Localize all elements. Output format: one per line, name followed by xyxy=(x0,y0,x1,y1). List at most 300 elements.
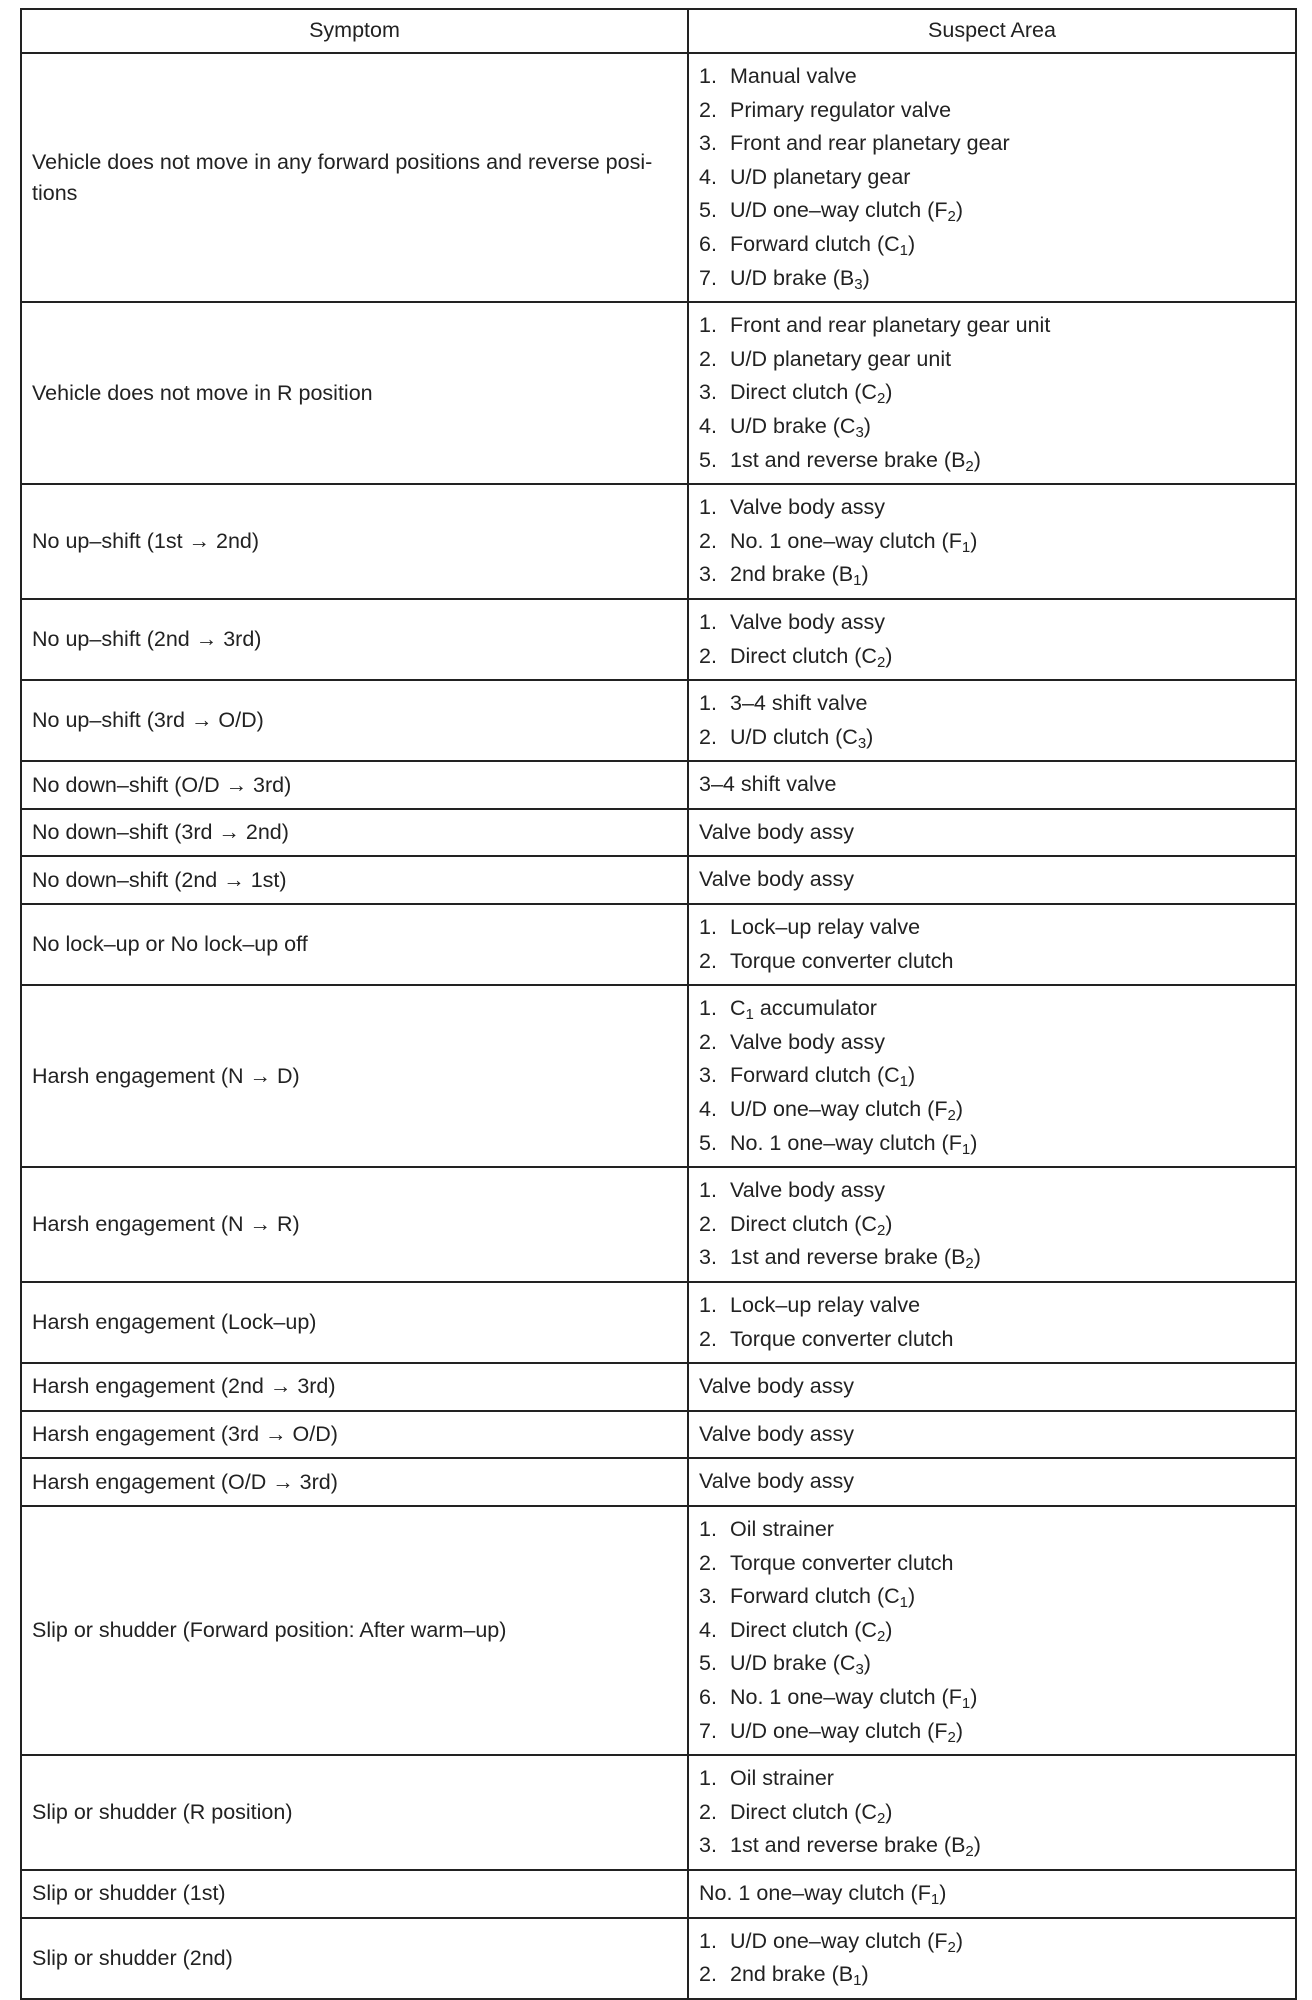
item-text xyxy=(730,343,951,377)
item-suffix: ) xyxy=(955,1718,963,1743)
item-number: 5. xyxy=(699,1130,717,1155)
item-number: 3. xyxy=(699,562,717,587)
item-text xyxy=(699,1370,854,1404)
item-label: Valve body assy xyxy=(699,819,854,844)
item-label: Valve body assy xyxy=(730,1178,885,1203)
item-label: Forward clutch (C xyxy=(730,1584,900,1609)
item-text xyxy=(730,1547,953,1581)
item-label: 2nd brake (B xyxy=(730,1962,854,1987)
symptom-cell: No down–shift (O/D → 3rd) xyxy=(21,761,688,809)
table-row xyxy=(21,761,1296,809)
item-number: 2. xyxy=(699,643,717,668)
symptom-cell: No up–shift (2nd → 3rd) xyxy=(21,599,688,680)
header-row xyxy=(21,9,1296,53)
item-label: Valve body assy xyxy=(699,867,854,892)
item-label: U/D one–way clutch (F xyxy=(730,1097,948,1122)
item-subscript: 2 xyxy=(965,1843,974,1861)
item-suffix: ) xyxy=(861,562,869,587)
item-number: 6. xyxy=(699,1684,717,1709)
item-text xyxy=(730,1958,869,1992)
item-label: U/D one–way clutch (F xyxy=(730,1928,948,1953)
symptom-cell: Slip or shudder (2nd) xyxy=(21,1918,688,1999)
suspect-area-item xyxy=(699,194,1285,228)
table-row xyxy=(21,680,1296,761)
item-number: 2. xyxy=(699,1799,717,1824)
item-text xyxy=(730,228,915,262)
symptom-cell: Vehicle does not move in any forward positions and reverse posi- tions xyxy=(21,53,688,302)
item-suffix: ) xyxy=(955,1097,963,1122)
item-text xyxy=(730,558,869,592)
item-number: 1. xyxy=(699,1766,717,1791)
item-subscript: 2 xyxy=(876,1809,886,1827)
suspect-area-cell xyxy=(688,1363,1296,1411)
header-suspect-area: Suspect Area xyxy=(688,9,1296,53)
item-text xyxy=(730,1762,834,1796)
item-suffix: ) xyxy=(885,1211,893,1236)
table-row xyxy=(21,599,1296,680)
suspect-area-item xyxy=(699,1418,1285,1452)
item-subscript: 1 xyxy=(930,1890,940,1908)
suspect-area-item xyxy=(699,1370,1285,1404)
item-suffix: ) xyxy=(973,1833,981,1858)
item-number: 1. xyxy=(699,1928,717,1953)
item-text xyxy=(730,444,981,478)
suspect-area-item xyxy=(699,1241,1285,1275)
item-subscript: 1 xyxy=(961,1140,971,1158)
suspect-area-item xyxy=(699,94,1285,128)
item-text xyxy=(730,1925,963,1959)
suspect-area-item xyxy=(699,1208,1285,1242)
suspect-area-list xyxy=(699,1370,1285,1404)
item-suffix: accumulator xyxy=(753,996,877,1021)
suspect-area-item xyxy=(699,1513,1285,1547)
suspect-area-item xyxy=(699,1877,1285,1911)
item-label: Lock–up relay valve xyxy=(730,915,921,940)
item-label: No. 1 one–way clutch (F xyxy=(699,1880,931,1905)
table-row xyxy=(21,1458,1296,1506)
item-label: Valve body assy xyxy=(730,1029,885,1054)
table-row xyxy=(21,53,1296,302)
item-text xyxy=(730,1323,953,1357)
item-label: Direct clutch (C xyxy=(730,380,877,405)
item-label: Oil strainer xyxy=(730,1516,834,1541)
table-row xyxy=(21,484,1296,599)
symptom-cell: Slip or shudder (R position) xyxy=(21,1755,688,1870)
suspect-area-item xyxy=(699,309,1285,343)
table-row xyxy=(21,1282,1296,1363)
suspect-area-list xyxy=(699,911,1285,978)
item-text xyxy=(730,945,953,979)
suspect-area-cell xyxy=(688,1167,1296,1282)
item-text xyxy=(699,768,836,802)
item-number: 4. xyxy=(699,413,717,438)
suspect-area-cell xyxy=(688,856,1296,904)
symptom-cell: Slip or shudder (Forward position: After warm–up) xyxy=(21,1506,688,1755)
item-number: 3. xyxy=(699,380,717,405)
symptom-cell: No up–shift (3rd → O/D) xyxy=(21,680,688,761)
suspect-area-item xyxy=(699,1958,1285,1992)
suspect-area-item xyxy=(699,558,1285,592)
suspect-area-item xyxy=(699,911,1285,945)
item-text xyxy=(730,309,1050,343)
item-suffix: ) xyxy=(908,231,916,256)
item-text xyxy=(730,1513,834,1547)
item-text xyxy=(730,262,870,296)
item-text xyxy=(730,721,873,755)
item-label: U/D clutch (C xyxy=(730,724,858,749)
item-label: 2nd brake (B xyxy=(730,562,854,587)
item-number: 2. xyxy=(699,1029,717,1054)
item-text xyxy=(730,376,892,410)
item-number: 1. xyxy=(699,915,717,940)
suspect-area-list xyxy=(699,992,1285,1160)
suspect-area-cell xyxy=(688,1755,1296,1870)
item-label: C xyxy=(730,996,746,1021)
item-subscript: 1 xyxy=(899,1073,908,1091)
item-number: 2. xyxy=(699,1211,717,1236)
suspect-area-item xyxy=(699,262,1285,296)
item-suffix: ) xyxy=(908,1584,916,1609)
suspect-area-cell xyxy=(688,302,1296,484)
symptom-cell: Harsh engagement (2nd → 3rd) xyxy=(21,1363,688,1411)
item-label: Front and rear planetary gear xyxy=(730,131,1010,156)
item-suffix: ) xyxy=(970,1684,978,1709)
suspect-area-item xyxy=(699,60,1285,94)
item-text xyxy=(730,1715,963,1749)
item-label: Valve body assy xyxy=(699,1469,854,1494)
suspect-area-item xyxy=(699,1093,1285,1127)
item-label: 1st and reverse brake (B xyxy=(730,1833,966,1858)
item-suffix: ) xyxy=(973,1245,981,1270)
item-suffix: ) xyxy=(885,1799,893,1824)
item-number: 7. xyxy=(699,265,717,290)
suspect-area-list xyxy=(699,1289,1285,1356)
item-suffix: ) xyxy=(885,380,893,405)
suspect-area-item xyxy=(699,343,1285,377)
suspect-area-cell xyxy=(688,1506,1296,1755)
suspect-area-item xyxy=(699,1289,1285,1323)
item-text xyxy=(730,94,951,128)
item-number: 4. xyxy=(699,164,717,189)
item-subscript: 2 xyxy=(947,208,956,226)
item-label: Valve body assy xyxy=(699,1421,854,1446)
suspect-area-item xyxy=(699,525,1285,559)
item-label: Valve body assy xyxy=(699,1374,854,1399)
suspect-area-item xyxy=(699,444,1285,478)
item-label: No. 1 one–way clutch (F xyxy=(730,1130,962,1155)
item-subscript: 2 xyxy=(876,1221,886,1239)
item-text xyxy=(730,194,963,228)
suspect-area-list xyxy=(699,1465,1285,1499)
item-number: 1. xyxy=(699,691,717,716)
item-label: U/D planetary gear unit xyxy=(730,346,952,371)
item-text xyxy=(730,1681,977,1715)
suspect-area-list xyxy=(699,1877,1285,1911)
item-number: 2. xyxy=(699,528,717,553)
item-text xyxy=(730,491,885,525)
item-text xyxy=(730,525,977,559)
item-label: 3–4 shift valve xyxy=(699,772,837,797)
item-text xyxy=(730,1174,885,1208)
suspect-area-item xyxy=(699,1925,1285,1959)
item-text xyxy=(699,1877,946,1911)
item-suffix: ) xyxy=(861,1962,869,1987)
suspect-area-cell xyxy=(688,761,1296,809)
suspect-area-list xyxy=(699,491,1285,592)
item-number: 2. xyxy=(699,1326,717,1351)
item-label: Lock–up relay valve xyxy=(730,1293,921,1317)
item-number: 3. xyxy=(699,1833,717,1858)
item-text xyxy=(699,863,854,897)
suspect-area-item xyxy=(699,721,1285,755)
item-number: 2. xyxy=(699,97,717,122)
item-subscript: 2 xyxy=(965,1255,974,1273)
item-suffix: ) xyxy=(862,265,870,290)
item-label: Torque converter clutch xyxy=(730,948,954,973)
symptom-cell: Vehicle does not move in R position xyxy=(21,302,688,484)
suspect-area-item xyxy=(699,687,1285,721)
item-number: 5. xyxy=(699,1651,717,1676)
item-text xyxy=(730,606,885,640)
suspect-area-item xyxy=(699,1796,1285,1830)
item-number: 4. xyxy=(699,1097,717,1122)
item-label: Direct clutch (C xyxy=(730,1799,877,1824)
suspect-area-item xyxy=(699,410,1285,444)
item-suffix: ) xyxy=(885,643,893,668)
item-text xyxy=(730,1647,871,1681)
suspect-area-list xyxy=(699,863,1285,897)
table-row xyxy=(21,1755,1296,1870)
item-text xyxy=(730,992,877,1026)
item-suffix: ) xyxy=(970,528,978,553)
suspect-area-item xyxy=(699,606,1285,640)
item-text xyxy=(730,1026,885,1060)
item-suffix: ) xyxy=(955,198,963,223)
item-number: 3. xyxy=(699,131,717,156)
item-number: 1. xyxy=(699,313,717,338)
suspect-area-item xyxy=(699,1715,1285,1749)
suspect-area-cell xyxy=(688,484,1296,599)
suspect-area-item xyxy=(699,1681,1285,1715)
item-number: 5. xyxy=(699,198,717,223)
suspect-area-cell xyxy=(688,1870,1296,1918)
item-number: 1. xyxy=(699,64,717,88)
item-label: Manual valve xyxy=(730,64,857,88)
symptom-cell: Slip or shudder (1st) xyxy=(21,1870,688,1918)
item-label: Forward clutch (C xyxy=(730,231,900,256)
item-number: 1. xyxy=(699,996,717,1021)
suspect-area-list xyxy=(699,309,1285,477)
symptom-cell: Harsh engagement (N → D) xyxy=(21,985,688,1167)
item-text xyxy=(730,1289,920,1323)
symptom-cell: Harsh engagement (Lock–up) xyxy=(21,1282,688,1363)
suspect-area-cell xyxy=(688,680,1296,761)
item-number: 1. xyxy=(699,609,717,634)
item-label: Direct clutch (C xyxy=(730,1211,877,1236)
item-text xyxy=(730,1059,915,1093)
suspect-area-item xyxy=(699,992,1285,1026)
item-text xyxy=(730,1614,892,1648)
suspect-area-item xyxy=(699,1174,1285,1208)
suspect-area-list xyxy=(699,687,1285,754)
suspect-area-item xyxy=(699,161,1285,195)
item-number: 6. xyxy=(699,231,717,256)
table-row xyxy=(21,985,1296,1167)
table-row xyxy=(21,1167,1296,1282)
item-suffix: ) xyxy=(863,413,871,438)
item-number: 2. xyxy=(699,346,717,371)
suspect-area-list xyxy=(699,768,1285,802)
item-label: No. 1 one–way clutch (F xyxy=(730,528,962,553)
suspect-area-item xyxy=(699,1547,1285,1581)
item-subscript: 1 xyxy=(961,1694,971,1712)
table-row xyxy=(21,904,1296,985)
item-subscript: 1 xyxy=(853,572,862,590)
item-label: 1st and reverse brake (B xyxy=(730,447,966,472)
item-number: 2. xyxy=(699,948,717,973)
item-subscript: 2 xyxy=(876,1627,886,1645)
item-suffix: ) xyxy=(973,447,981,472)
item-text xyxy=(730,1093,963,1127)
suspect-area-item xyxy=(699,1465,1285,1499)
suspect-area-item xyxy=(699,816,1285,850)
item-subscript: 1 xyxy=(961,538,971,556)
suspect-area-cell xyxy=(688,985,1296,1167)
item-subscript: 1 xyxy=(899,241,908,259)
suspect-area-item xyxy=(699,1059,1285,1093)
symptom-table xyxy=(20,8,1297,2000)
symptom-cell: No down–shift (3rd → 2nd) xyxy=(21,809,688,857)
item-subscript: 2 xyxy=(947,1938,956,1956)
item-number: 2. xyxy=(699,724,717,749)
item-label: Torque converter clutch xyxy=(730,1326,954,1351)
suspect-area-item xyxy=(699,1647,1285,1681)
item-suffix: ) xyxy=(970,1130,978,1155)
table-row xyxy=(21,1870,1296,1918)
item-subscript: 1 xyxy=(745,1006,754,1024)
item-text xyxy=(730,1241,981,1275)
item-number: 4. xyxy=(699,1617,717,1642)
item-subscript: 3 xyxy=(855,1661,864,1679)
suspect-area-item xyxy=(699,1762,1285,1796)
item-text xyxy=(730,410,871,444)
suspect-area-item xyxy=(699,1026,1285,1060)
item-label: Valve body assy xyxy=(730,495,885,520)
suspect-area-item xyxy=(699,863,1285,897)
item-text xyxy=(730,161,910,195)
item-text xyxy=(730,1127,977,1161)
suspect-area-list xyxy=(699,60,1285,295)
item-label: 1st and reverse brake (B xyxy=(730,1245,966,1270)
item-subscript: 3 xyxy=(855,423,864,441)
suspect-area-list xyxy=(699,1513,1285,1748)
item-subscript: 2 xyxy=(876,653,886,671)
item-number: 5. xyxy=(699,447,717,472)
item-label: Oil strainer xyxy=(730,1766,834,1791)
suspect-area-item xyxy=(699,768,1285,802)
symptom-cell: Harsh engagement (N → R) xyxy=(21,1167,688,1282)
item-subscript: 3 xyxy=(854,275,863,293)
symptom-cell: Harsh engagement (O/D → 3rd) xyxy=(21,1458,688,1506)
suspect-area-item xyxy=(699,491,1285,525)
table-row xyxy=(21,1506,1296,1755)
item-label: Forward clutch (C xyxy=(730,1063,900,1088)
item-label: Front and rear planetary gear unit xyxy=(730,313,1051,338)
suspect-area-cell xyxy=(688,809,1296,857)
item-subscript: 2 xyxy=(947,1728,956,1746)
suspect-area-cell xyxy=(688,53,1296,302)
item-number: 2. xyxy=(699,1962,717,1987)
item-suffix: ) xyxy=(939,1880,947,1905)
item-number: 7. xyxy=(699,1718,717,1743)
item-number: 1. xyxy=(699,1293,717,1317)
item-text xyxy=(730,60,857,94)
item-label: Primary regulator valve xyxy=(730,97,952,122)
suspect-area-cell xyxy=(688,1282,1296,1363)
item-label: 3–4 shift valve xyxy=(730,691,868,716)
suspect-area-cell xyxy=(688,1411,1296,1459)
item-label: Torque converter clutch xyxy=(730,1550,954,1575)
item-subscript: 2 xyxy=(947,1107,956,1125)
table-row xyxy=(21,1363,1296,1411)
item-number: 1. xyxy=(699,1516,717,1541)
item-text xyxy=(699,1465,854,1499)
table-row xyxy=(21,1918,1296,1999)
suspect-area-item xyxy=(699,376,1285,410)
suspect-area-item xyxy=(699,1127,1285,1161)
item-suffix: ) xyxy=(885,1617,893,1642)
item-label: Direct clutch (C xyxy=(730,1617,877,1642)
item-text xyxy=(699,816,854,850)
header-symptom: Symptom xyxy=(21,9,688,53)
symptom-cell: No up–shift (1st → 2nd) xyxy=(21,484,688,599)
item-text xyxy=(699,1418,854,1452)
item-subscript: 1 xyxy=(853,1972,862,1990)
item-subscript: 3 xyxy=(857,734,867,752)
suspect-area-list xyxy=(699,1418,1285,1452)
table-row xyxy=(21,1411,1296,1459)
symptom-cell: Harsh engagement (3rd → O/D) xyxy=(21,1411,688,1459)
item-label: U/D brake (B xyxy=(730,265,855,290)
item-label: Valve body assy xyxy=(730,609,885,634)
item-text xyxy=(730,1829,981,1863)
item-suffix: ) xyxy=(955,1928,963,1953)
suspect-area-item xyxy=(699,228,1285,262)
suspect-area-list xyxy=(699,816,1285,850)
item-label: U/D planetary gear xyxy=(730,164,911,189)
item-label: U/D brake (C xyxy=(730,1651,856,1676)
table-row xyxy=(21,809,1296,857)
item-number: 1. xyxy=(699,1178,717,1203)
symptom-cell: No lock–up or No lock–up off xyxy=(21,904,688,985)
suspect-area-item xyxy=(699,1323,1285,1357)
suspect-area-cell xyxy=(688,1458,1296,1506)
item-label: U/D one–way clutch (F xyxy=(730,1718,948,1743)
suspect-area-item xyxy=(699,1614,1285,1648)
item-label: Direct clutch (C xyxy=(730,643,877,668)
suspect-area-list xyxy=(699,1925,1285,1992)
item-suffix: ) xyxy=(866,724,874,749)
suspect-area-cell xyxy=(688,904,1296,985)
item-number: 3. xyxy=(699,1245,717,1270)
item-number: 3. xyxy=(699,1063,717,1088)
suspect-area-item xyxy=(699,640,1285,674)
item-text xyxy=(730,1208,892,1242)
item-text xyxy=(730,687,867,721)
item-label: U/D brake (C xyxy=(730,413,856,438)
item-subscript: 2 xyxy=(876,390,886,408)
item-text xyxy=(730,640,892,674)
